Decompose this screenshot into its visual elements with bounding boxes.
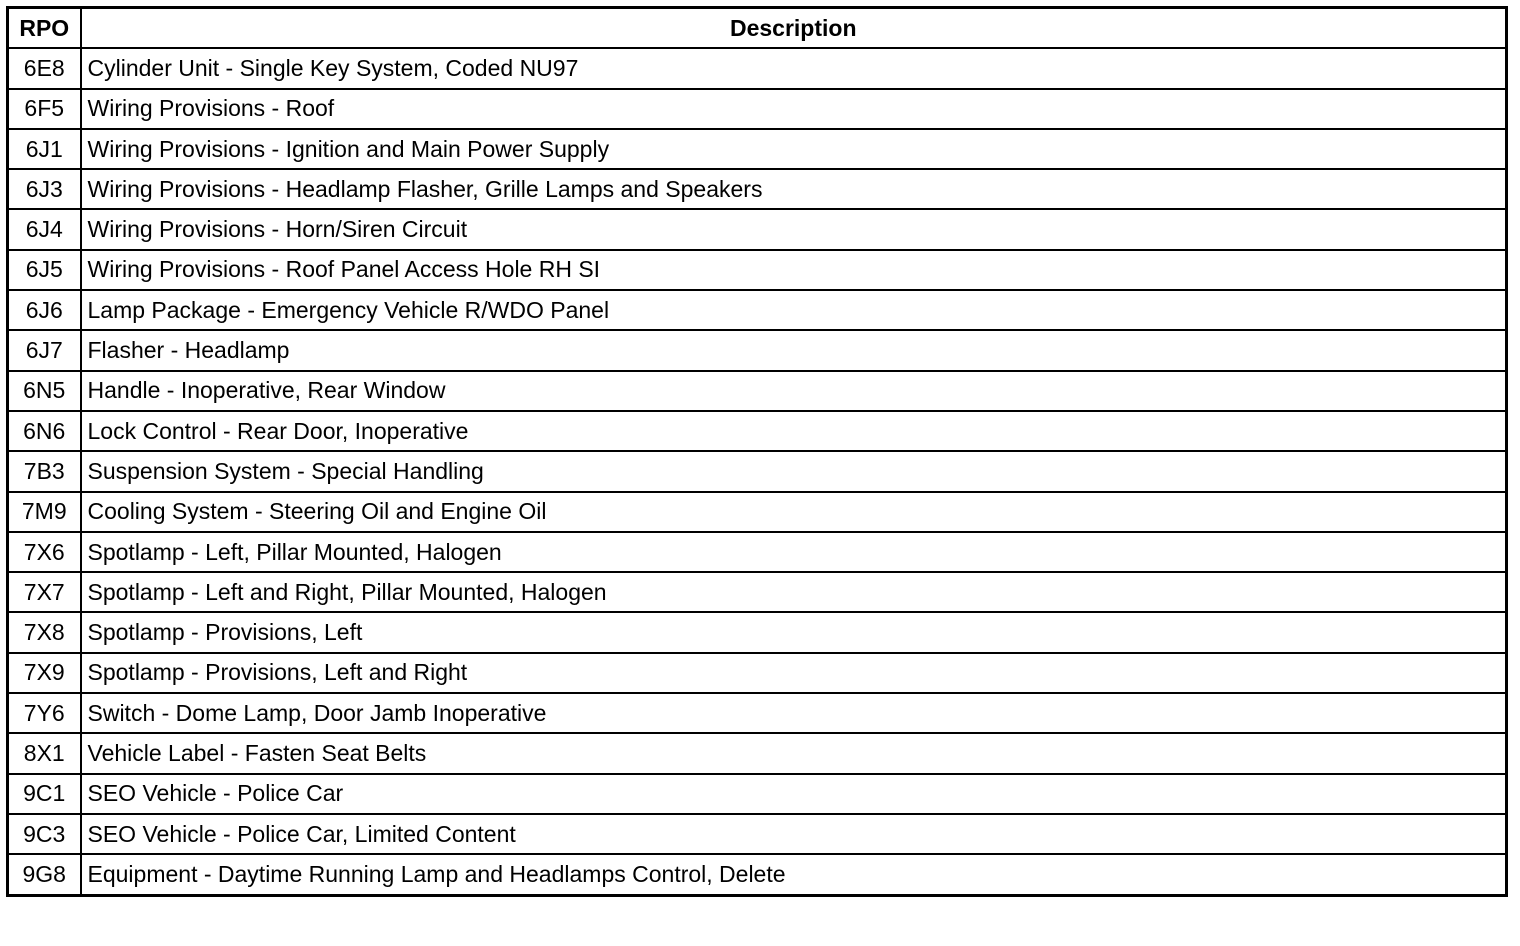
table-row bbox=[8, 572, 1507, 612]
rpo-code-cell: 6J7 bbox=[8, 330, 81, 370]
rpo-code-cell: 6N6 bbox=[8, 411, 81, 451]
rpo-table bbox=[6, 6, 1508, 897]
table-row bbox=[8, 48, 1507, 88]
rpo-code-cell: 6N5 bbox=[8, 371, 81, 411]
description-cell: Wiring Provisions - Ignition and Main Power Supply bbox=[81, 129, 1507, 169]
description-cell: Spotlamp - Provisions, Left and Right bbox=[81, 653, 1507, 693]
header-row bbox=[8, 8, 1507, 49]
description-cell: Spotlamp - Provisions, Left bbox=[81, 612, 1507, 652]
rpo-code-cell: 7X6 bbox=[8, 532, 81, 572]
rpo-code-cell: 9C1 bbox=[8, 774, 81, 814]
table-row bbox=[8, 653, 1507, 693]
table-row bbox=[8, 693, 1507, 733]
table-row bbox=[8, 250, 1507, 290]
description-cell: Wiring Provisions - Roof Panel Access Hole RH SI bbox=[81, 250, 1507, 290]
header-rpo: RPO bbox=[8, 8, 81, 49]
description-cell: Wiring Provisions - Headlamp Flasher, Grille Lamps and Speakers bbox=[81, 169, 1507, 209]
table-row bbox=[8, 612, 1507, 652]
rpo-code-cell: 7X8 bbox=[8, 612, 81, 652]
description-cell: Spotlamp - Left and Right, Pillar Mounted, Halogen bbox=[81, 572, 1507, 612]
description-cell: SEO Vehicle - Police Car, Limited Content bbox=[81, 814, 1507, 854]
description-cell: SEO Vehicle - Police Car bbox=[81, 774, 1507, 814]
table-row bbox=[8, 209, 1507, 249]
table-row bbox=[8, 290, 1507, 330]
rpo-code-cell: 9C3 bbox=[8, 814, 81, 854]
rpo-code-cell: 6J3 bbox=[8, 169, 81, 209]
rpo-code-cell: 7B3 bbox=[8, 451, 81, 491]
description-cell: Handle - Inoperative, Rear Window bbox=[81, 371, 1507, 411]
rpo-code-cell: 6J6 bbox=[8, 290, 81, 330]
rpo-code-cell: 6J4 bbox=[8, 209, 81, 249]
table-row bbox=[8, 169, 1507, 209]
rpo-code-cell: 6J5 bbox=[8, 250, 81, 290]
table-header bbox=[8, 8, 1507, 49]
description-cell: Flasher - Headlamp bbox=[81, 330, 1507, 370]
rpo-code-cell: 6F5 bbox=[8, 89, 81, 129]
rpo-code-cell: 8X1 bbox=[8, 733, 81, 773]
table-body bbox=[8, 48, 1507, 895]
table-row bbox=[8, 89, 1507, 129]
description-cell: Wiring Provisions - Horn/Siren Circuit bbox=[81, 209, 1507, 249]
table-row bbox=[8, 129, 1507, 169]
table-row bbox=[8, 814, 1507, 854]
description-cell: Lamp Package - Emergency Vehicle R/WDO Panel bbox=[81, 290, 1507, 330]
table-row bbox=[8, 411, 1507, 451]
table-row bbox=[8, 330, 1507, 370]
description-cell: Lock Control - Rear Door, Inoperative bbox=[81, 411, 1507, 451]
table-row bbox=[8, 371, 1507, 411]
description-cell: Spotlamp - Left, Pillar Mounted, Halogen bbox=[81, 532, 1507, 572]
rpo-code-cell: 7M9 bbox=[8, 492, 81, 532]
description-cell: Wiring Provisions - Roof bbox=[81, 89, 1507, 129]
description-cell: Vehicle Label - Fasten Seat Belts bbox=[81, 733, 1507, 773]
table-row bbox=[8, 733, 1507, 773]
description-cell: Cylinder Unit - Single Key System, Coded NU97 bbox=[81, 48, 1507, 88]
rpo-code-cell: 6E8 bbox=[8, 48, 81, 88]
description-cell: Equipment - Daytime Running Lamp and Headlamps Control, Delete bbox=[81, 854, 1507, 895]
table-row bbox=[8, 854, 1507, 895]
rpo-code-cell: 7Y6 bbox=[8, 693, 81, 733]
rpo-code-cell: 7X7 bbox=[8, 572, 81, 612]
rpo-code-cell: 9G8 bbox=[8, 854, 81, 895]
table-row bbox=[8, 451, 1507, 491]
table-row bbox=[8, 492, 1507, 532]
table-row bbox=[8, 774, 1507, 814]
rpo-code-cell: 7X9 bbox=[8, 653, 81, 693]
rpo-code-cell: 6J1 bbox=[8, 129, 81, 169]
table-row bbox=[8, 532, 1507, 572]
header-description: Description bbox=[81, 8, 1507, 49]
description-cell: Suspension System - Special Handling bbox=[81, 451, 1507, 491]
description-cell: Switch - Dome Lamp, Door Jamb Inoperative bbox=[81, 693, 1507, 733]
description-cell: Cooling System - Steering Oil and Engine Oil bbox=[81, 492, 1507, 532]
